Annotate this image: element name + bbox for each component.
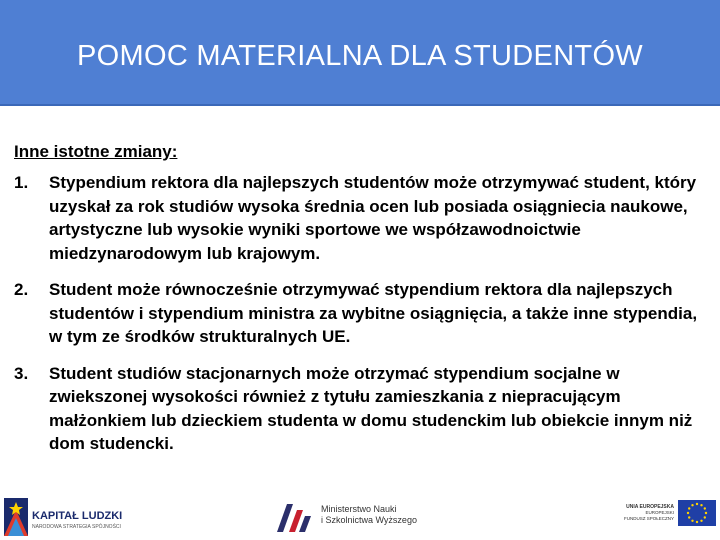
kapital-ludzki-emblem-icon <box>4 498 30 538</box>
slide-title: POMOC MATERIALNA DLA STUDENTÓW <box>77 40 643 72</box>
ministry-name <box>321 504 421 526</box>
ministry-emblem-icon <box>275 500 315 534</box>
list-item-text: Student może równocześnie otrzymywać stypendium rektora dla najlepszych studentów i stypendium ministra za wybitne osiągnięcia, a także inne stypendia, w tym ze środków strukturalnych UE. <box>49 280 698 346</box>
list-item-text: Stypendium rektora dla najlepszych studentów może otrzymywać student, który uzyskał za rok studiów wysoka średnia ocen lub posiada osiągniecia naukowe, artystyczne lub wysokie wyniki sportowe we współzawodnoictwie miedzynarodowym lub krajowym. <box>49 173 697 263</box>
list-item <box>14 278 704 349</box>
eu-flag-icon <box>678 500 716 526</box>
eu-name: UNIA EUROPEJSKA <box>626 504 674 510</box>
list-item <box>14 362 704 456</box>
ministry-name-line2: i Szkolnictwa Wyższego <box>321 515 417 525</box>
eu-logo <box>616 500 716 530</box>
eu-fund-line2: FUNDUSZ SPOŁECZNY <box>623 516 674 521</box>
slide-subtitle: Inne istotne zmiany: <box>14 142 178 161</box>
list-number: 2. <box>14 280 29 299</box>
list-number: 3. <box>14 363 29 383</box>
kapital-ludzki-name: KAPITAŁ LUDZKI <box>32 510 123 522</box>
list-number: 1. <box>14 173 29 192</box>
ministry-logo <box>275 498 415 536</box>
kapital-ludzki-tagline: NARODOWA STRATEGIA SPÓJNOŚCI <box>32 524 121 530</box>
list-item-text: Student studiów stacjonarnych może otrzymać stypendium socjalne w zwiekszonej wysokości również z tytułu zamieszkania z niepracującym małżonkiem lub dzieckiem studenta w domu studenckim lub obiekcie innym niż dom studencki. <box>49 363 693 453</box>
list-item <box>14 171 704 265</box>
eu-fund-line1: EUROPEJSKI <box>645 510 674 515</box>
slide-header <box>0 0 720 108</box>
changes-list <box>14 171 704 469</box>
footer-logos <box>0 490 720 540</box>
ministry-name-line1: Ministerstwo Nauki <box>321 504 397 514</box>
eu-text <box>616 504 674 522</box>
kapital-ludzki-logo <box>4 496 124 536</box>
